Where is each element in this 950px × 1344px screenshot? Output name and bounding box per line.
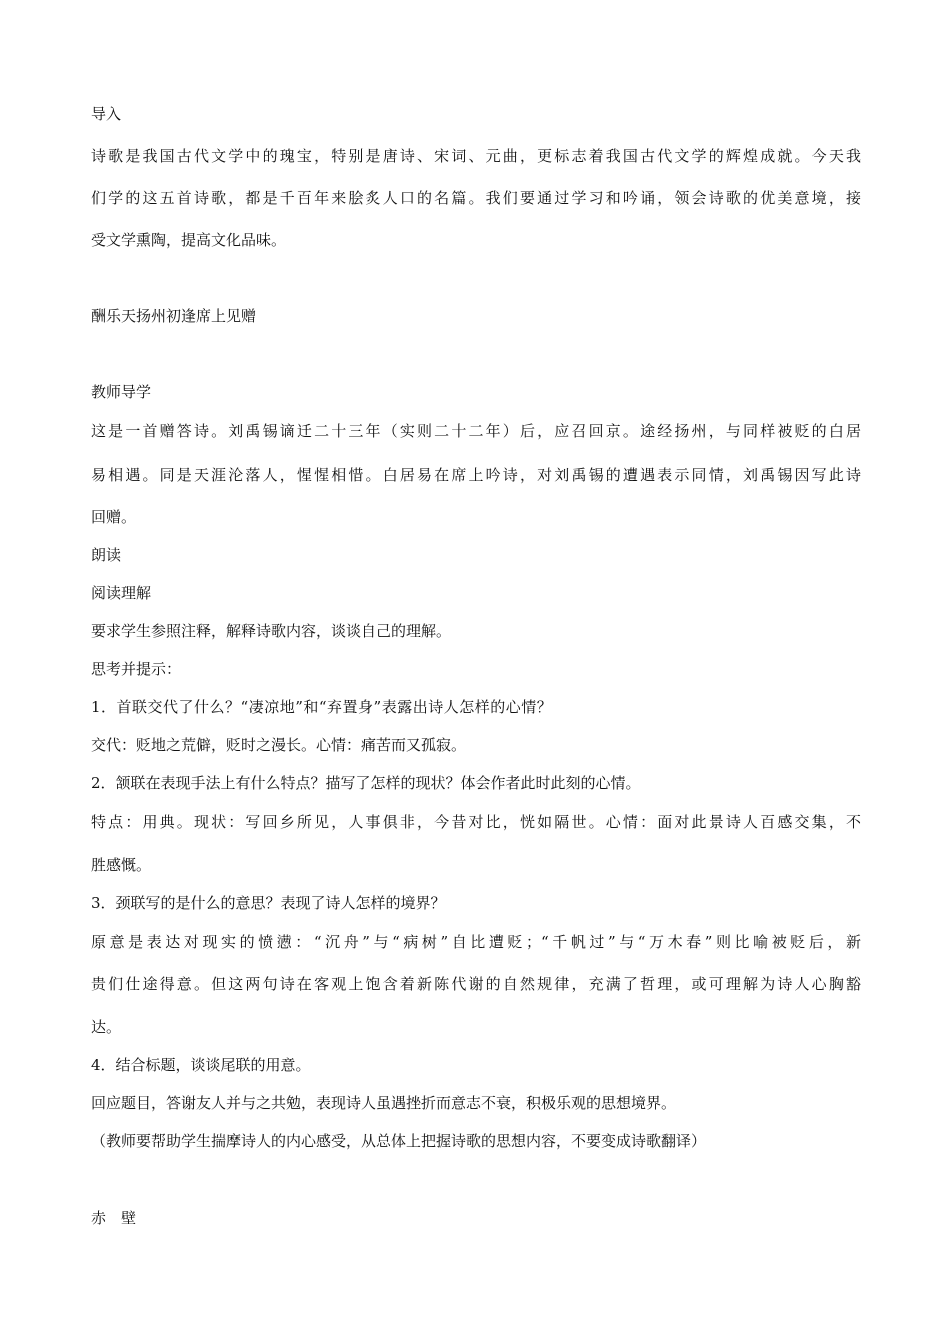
question-3: 3．颈联写的是什么的意思？表现了诗人怎样的境界？ [91, 894, 446, 912]
intro-paragraph-line-1: 诗歌是我国古代文学中的瑰宝，特别是唐诗、宋词、元曲，更标志着我国古代文学的辉煌成就。今天我 [91, 147, 861, 165]
guide-paragraph-line-1: 这是一首赠答诗。刘禹锡谪迁二十三年（实则二十二年）后，应召回京。途经扬州，与同样被贬的白居 [91, 422, 861, 440]
answer-1: 交代：贬地之荒僻，贬时之漫长。心情：痛苦而又孤寂。 [91, 736, 467, 754]
answer-3-line-2: 贵们仕途得意。但这两句诗在客观上饱含着新陈代谢的自然规律，充满了哲理，或可理解为诗人心胸豁 [91, 975, 861, 993]
comprehension-prompt: 思考并提示： [91, 660, 182, 678]
reading-label: 朗读 [91, 546, 122, 564]
poem-title-1: 酬乐天扬州初逢席上见赠 [91, 307, 257, 325]
answer-3-line-1: 原意是表达对现实的愤懑：“沉舟”与“病树”自比遭贬；“千帆过”与“万木春”则比喻被贬后，新 [91, 933, 861, 951]
comprehension-instruction: 要求学生参照注释，解释诗歌内容，谈谈自己的理解。 [91, 622, 452, 640]
question-2: 2．颔联在表现手法上有什么特点？描写了怎样的现状？体会作者此时此刻的心情。 [91, 774, 641, 792]
comprehension-heading: 阅读理解 [91, 584, 152, 602]
poem-title-2: 赤 壁 [91, 1209, 137, 1227]
guide-paragraph-line-2: 易相遇。同是天涯沦落人，惺惺相惜。白居易在席上吟诗，对刘禹锡的遭遇表示同情，刘禹锡因写此诗 [91, 466, 861, 484]
intro-heading: 导入 [91, 105, 122, 123]
question-4: 4．结合标题，谈谈尾联的用意。 [91, 1056, 311, 1074]
answer-4: 回应题目，答谢友人并与之共勉，表现诗人虽遇挫折而意志不衰，积极乐观的思想境界。 [91, 1094, 677, 1112]
answer-2-line-1: 特点：用典。现状：写回乡所见，人事俱非，今昔对比，恍如隔世。心情：面对此景诗人百感交集，不 [91, 813, 861, 831]
intro-paragraph-line-3: 受文学熏陶，提高文化品味。 [91, 231, 287, 249]
question-1: 1．首联交代了什么？“凄凉地”和“弃置身”表露出诗人怎样的心情？ [91, 698, 553, 716]
answer-2-line-2: 胜感慨。 [91, 856, 152, 874]
intro-paragraph-line-2: 们学的这五首诗歌，都是千百年来脍炙人口的名篇。我们要通过学习和吟诵，领会诗歌的优美意境，接 [91, 189, 861, 207]
teacher-note: （教师要帮助学生揣摩诗人的内心感受，从总体上把握诗歌的思想内容，不要变成诗歌翻译） [91, 1132, 707, 1150]
guide-paragraph-line-3: 回赠。 [91, 508, 137, 526]
answer-3-line-3: 达。 [91, 1018, 122, 1036]
guide-heading: 教师导学 [91, 383, 152, 401]
